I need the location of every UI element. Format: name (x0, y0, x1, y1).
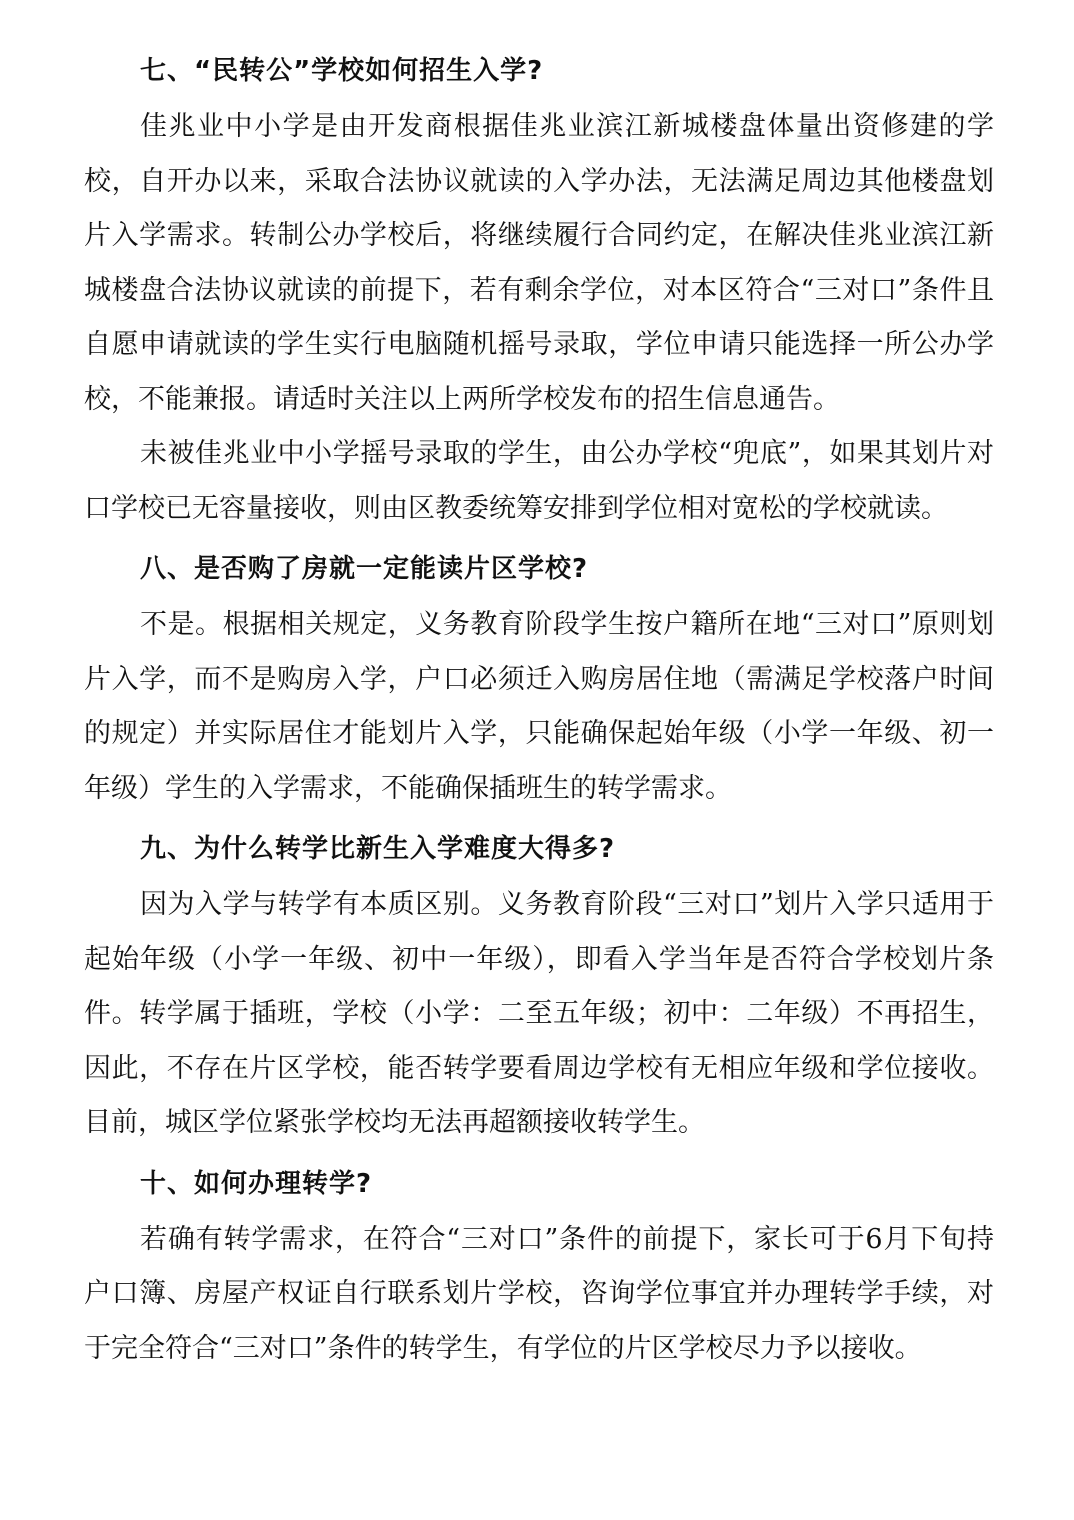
section-heading: 七、“民转公”学校如何招生入学? (140, 56, 544, 86)
section-7 (84, 42, 994, 536)
section-9 (84, 820, 994, 1151)
paragraph: 佳兆业中小学是由开发商根据佳兆业滨江新城楼盘体量出资修建的学校，自开办以来，采取合法协议就读的入学办法，无法满足周边其他楼盘划片入学需求。转制公办学校后，将继续履行合同约定，在解决佳兆业滨江新城楼盘合法协议就读的前提下，若有剩余学位，对本区符合“三对口”条件且自愿申请就读的学生实行电脑随机摇号录取，学位申请只能选择一所公办学校，不能兼报。请适时关注以上两所学校发布的招生信息通告。 (84, 111, 994, 415)
paragraph: 不是。根据相关规定，义务教育阶段学生按户籍所在地“三对口”原则划片入学，而不是购房入学，户口必须迁入购房居住地（需满足学校落户时间的规定）并实际居住才能划片入学，只能确保起始年级（小学一年级、初一年级）学生的入学需求，不能确保插班生的转学需求。 (84, 609, 994, 804)
section-heading: 八、是否购了房就一定能读片区学校? (140, 554, 589, 584)
paragraph: 因为入学与转学有本质区别。义务教育阶段“三对口”划片入学只适用于起始年级（小学一年级、初中一年级），即看入学当年是否符合学校划片条件。转学属于插班，学校（小学：二至五年级；初中：二年级）不再招生，因此，不存在片区学校，能否转学要看周边学校有无相应年级和学位接收。目前，城区学位紧张学校均无法再超额接收转学生。 (84, 889, 994, 1138)
section-heading: 九、为什么转学比新生入学难度大得多? (140, 834, 616, 864)
section-heading: 十、如何办理转学? (140, 1168, 373, 1199)
paragraph: 未被佳兆业中小学摇号录取的学生，由公办学校“兜底”，如果其划片对口学校已无容量接收，则由区教委统筹安排到学位相对宽松的学校就读。 (84, 438, 994, 524)
section-8 (84, 540, 994, 816)
paragraph: 若确有转学需求，在符合“三对口”条件的前提下，家长可于6月下旬持户口簿、房屋产权证自行联系划片学校，咨询学位事宜并办理转学手续，对于完全符合“三对口”条件的转学生，有学位的片区学校尽力予以接收。 (84, 1223, 994, 1364)
section-10 (84, 1155, 994, 1377)
